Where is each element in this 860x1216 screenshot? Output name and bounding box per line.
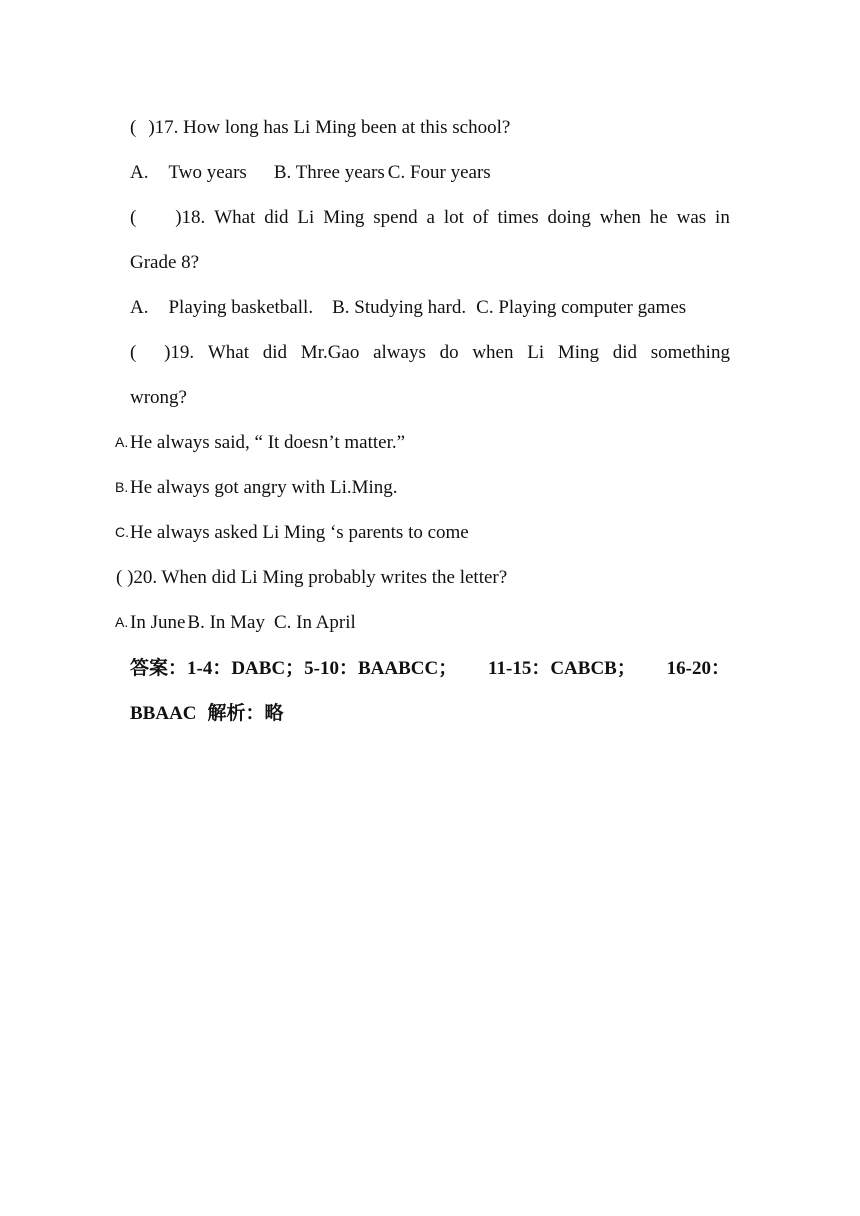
option-b: He always got angry with Li.Ming.	[130, 477, 398, 498]
answer-blank: (	[130, 117, 137, 138]
option-a-label: A.	[130, 297, 149, 318]
answer-blank: (	[130, 342, 137, 363]
question-19-continued	[130, 375, 730, 420]
option-b-label: B.	[115, 479, 129, 495]
analysis-text: 解析：略	[207, 702, 284, 724]
option-b: B. In May	[187, 612, 265, 633]
option-b: B. Studying hard.	[332, 297, 467, 318]
option-c-label: C.	[115, 524, 129, 540]
stem-word: Ming	[323, 207, 365, 228]
question-17-options	[130, 150, 730, 195]
stem-word: in	[715, 207, 730, 228]
stem-word: Ming	[557, 342, 600, 363]
stem-word: something	[650, 342, 730, 363]
question-18	[130, 195, 730, 240]
stem-word: Mr.Gao	[300, 342, 360, 363]
option-a: Playing basketball.	[168, 297, 314, 318]
option-a-label: A.	[115, 614, 129, 630]
stem-word: doing	[547, 207, 591, 228]
question-20: ( )20. When did Li Ming probably writes the letter?	[116, 567, 508, 588]
stem-word: times	[497, 207, 539, 228]
option-c: C. Four years	[387, 162, 491, 183]
stem-word: was	[676, 207, 707, 228]
stem-word: What	[207, 342, 250, 363]
stem-word: he	[649, 207, 668, 228]
stem-word: spend	[373, 207, 418, 228]
stem-word: Li	[527, 342, 545, 363]
answer-key-part: BBAAC	[130, 703, 197, 724]
stem-word: when	[599, 207, 641, 228]
option-a: Two years	[168, 162, 247, 183]
stem-word: when	[472, 342, 514, 363]
stem-word: did	[264, 207, 289, 228]
stem-word: of	[472, 207, 489, 228]
answer-key-part: 答案：1-4：DABC；5-10：BAABCC；	[130, 658, 458, 679]
stem-word: did	[612, 342, 638, 363]
stem-word: )19.	[164, 342, 195, 363]
question-stem: )17. How long has Li Ming been at this school?	[148, 117, 511, 138]
answer-key-part: 11-15：CABCB；	[488, 658, 636, 679]
stem-word: Li	[297, 207, 315, 228]
answer-key-continued	[130, 691, 730, 736]
question-18-continued	[130, 240, 730, 285]
question-17	[130, 105, 730, 150]
answer-key	[130, 646, 730, 691]
option-c: He always asked Li Ming ‘s parents to come	[130, 522, 469, 543]
option-c: C. Playing computer games	[476, 297, 687, 318]
option-b: B. Three years	[273, 162, 385, 183]
option-a-label: A.	[130, 162, 149, 183]
option-a-label: A.	[115, 434, 129, 450]
question-20-options	[130, 600, 356, 645]
answer-key-part: 16-20：	[666, 658, 730, 679]
question-stem-continued: Grade 8?	[130, 252, 200, 273]
answer-blank: (	[130, 207, 137, 228]
question-stem-continued: wrong?	[130, 387, 187, 408]
stem-word: lot	[443, 207, 464, 228]
stem-word: did	[262, 342, 288, 363]
option-a: In June	[130, 612, 186, 633]
option-a: He always said, “ It doesn’t matter.”	[130, 432, 406, 453]
stem-word: )18.	[175, 207, 206, 228]
question-19	[130, 330, 730, 375]
question-18-options	[130, 285, 730, 330]
stem-word: a	[426, 207, 435, 228]
stem-word: always	[373, 342, 426, 363]
stem-word: do	[439, 342, 459, 363]
stem-word: What	[214, 207, 256, 228]
option-c: C. In April	[273, 612, 356, 633]
